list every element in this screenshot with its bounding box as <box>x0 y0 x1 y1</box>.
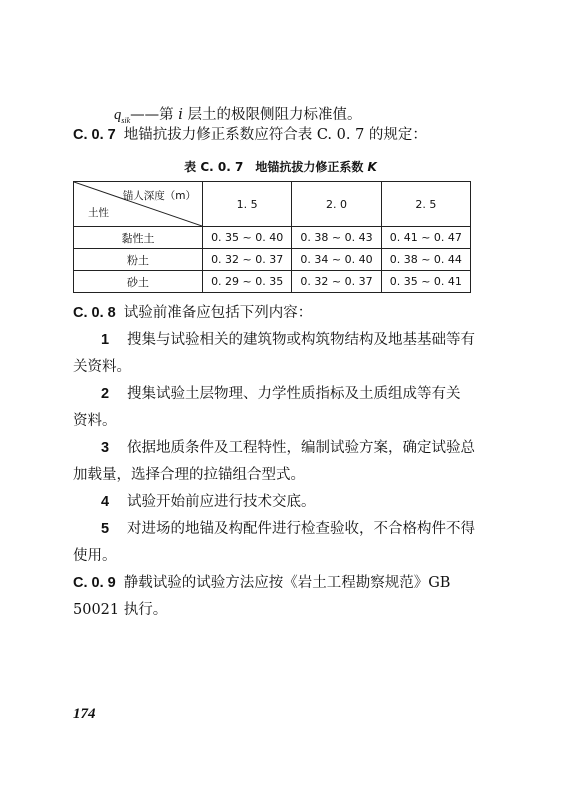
clause-text: 试验前准备应包括下列内容： <box>123 305 313 321</box>
clause-text: 静载试验的试验方法应按《岩土工程勘察规范》GB <box>123 575 451 591</box>
item-number: 3 <box>101 440 110 456</box>
value-cell: 0. 35 ~ 0. 40 <box>203 227 292 249</box>
column-header: 2. 5 <box>381 182 470 227</box>
value-cell: 0. 41 ~ 0. 47 <box>381 227 470 249</box>
column-header: 1. 5 <box>203 182 292 227</box>
diagonal-header-cell <box>74 182 203 227</box>
soil-type-cell: 黏性土 <box>74 227 203 249</box>
value-cell: 0. 32 ~ 0. 37 <box>203 249 292 271</box>
item-number: 2 <box>101 386 110 402</box>
clause-text: 地锚抗拔力修正系数应符合表 C. 0. 7 的规定： <box>123 127 427 143</box>
value-cell: 0. 38 ~ 0. 43 <box>292 227 381 249</box>
table-row <box>74 249 471 271</box>
clause-number: C. 0. 9 <box>73 575 116 591</box>
list-item: 3 依据地质条件及工程特性，编制试验方案，确定试验总 加载量，选择合理的拉锚组合型式。 <box>73 435 489 489</box>
header-soil: 土性 <box>88 207 109 219</box>
item-number: 5 <box>101 521 110 537</box>
symbol-q: $q_{sik}$ <box>114 107 131 125</box>
clause-number: C. 0. 7 <box>73 127 116 143</box>
column-header: 2. 0 <box>292 182 381 227</box>
value-cell: 0. 34 ~ 0. 40 <box>292 249 381 271</box>
variable-i: i <box>178 107 183 123</box>
list-item: 5 对进场的地锚及构配件进行检查验收，不合格构件不得 使用。 <box>73 516 489 570</box>
list-item: 2 搜集试验土层物理、力学性质指标及土质组成等有关 资料。 <box>73 381 489 435</box>
page-number: 174 <box>73 706 96 722</box>
value-cell: 0. 32 ~ 0. 37 <box>292 271 381 293</box>
item-number: 1 <box>101 332 110 348</box>
clause-c08 <box>73 300 489 327</box>
list-item: 4 试验开始前应进行技术交底。 <box>73 489 489 516</box>
table-title: 表 C. 0. 7 地锚抗拔力修正系数 K <box>184 160 377 174</box>
clause-c09: C. 0. 9 静载试验的试验方法应按《岩土工程勘察规范》GB 50021 执行。 <box>73 575 451 618</box>
list-item: 1 搜集与试验相关的建筑物或构筑物结构及地基基础等有 关资料。 <box>73 327 489 381</box>
value-cell: 0. 35 ~ 0. 41 <box>381 271 470 293</box>
value-cell: 0. 29 ~ 0. 35 <box>203 271 292 293</box>
clause-c07 <box>73 122 489 149</box>
item-number: 4 <box>101 494 110 510</box>
soil-type-cell: 粉土 <box>74 249 203 271</box>
value-cell: 0. 38 ~ 0. 44 <box>381 249 470 271</box>
table-row <box>74 227 471 249</box>
symbol-definition: $q_{sik}——$第 i 层土的极限侧阻力标准值。 <box>114 107 362 125</box>
definition-dash: —— <box>130 107 160 123</box>
header-depth: 锚人深度（m） <box>122 190 196 202</box>
soil-type-cell: 砂土 <box>74 271 203 293</box>
table-header-row <box>74 182 471 227</box>
clause-number: C. 0. 8 <box>73 305 116 321</box>
coefficient-table <box>73 181 471 293</box>
table-row <box>74 271 471 293</box>
